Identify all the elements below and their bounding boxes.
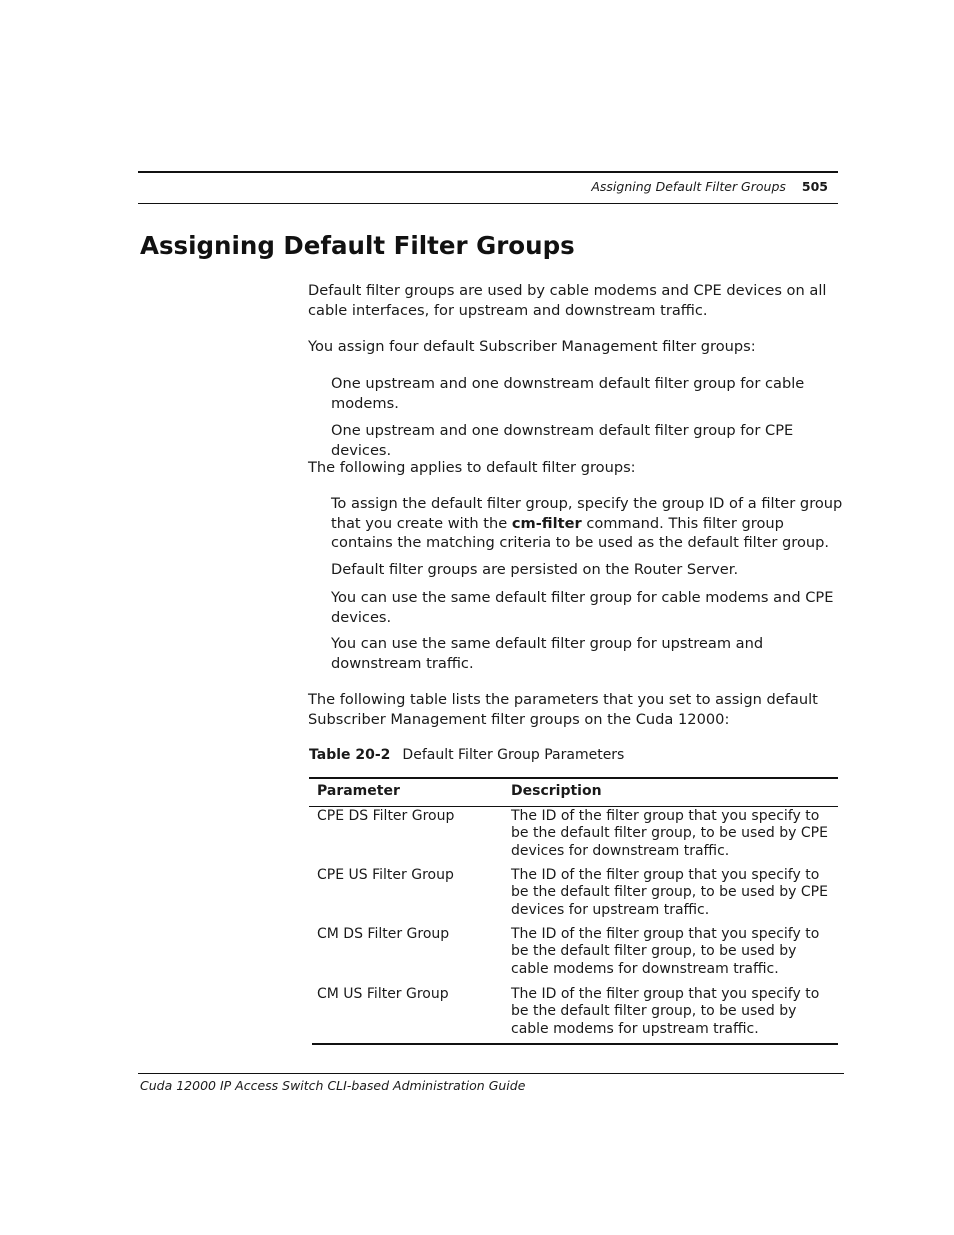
- list-item-text: command. This filter group contains the matching criteria to be used as the default filter group.: [331, 514, 830, 552]
- footer-text: Cuda 12000 IP Access Switch CLI-based Administration Guide: [140, 1078, 526, 1093]
- list-item: You can use the same default filter group for cable modems and CPE devices.: [331, 589, 834, 626]
- list-item: One upstream and one downstream default filter group for cable modems.: [331, 375, 805, 412]
- intro-paragraph-4: The following table lists the parameters that you set to assign default Subscriber Management filter groups on the Cuda 12000:: [308, 691, 818, 728]
- table-cell-description: The ID of the filter group that you specify to be the default filter group, to be used by CPE devices for downstream traffic.: [511, 808, 828, 859]
- table-cell-parameter: CPE DS Filter Group: [317, 808, 455, 824]
- table-rule-bottom: [312, 1043, 838, 1045]
- table-rule-top: [309, 777, 838, 779]
- table-cell-description: The ID of the filter group that you specify to be the default filter group, to be used by cable modems for upstream traffic.: [511, 986, 820, 1037]
- table-number: Table 20-2: [309, 747, 391, 763]
- intro-paragraph-1: Default filter groups are used by cable modems and CPE devices on all cable interfaces, for upstream and downstream traffic.: [308, 282, 827, 319]
- list-item: Default filter groups are persisted on the Router Server.: [331, 561, 739, 578]
- list-item: [331, 494, 843, 553]
- table-cell-parameter: CM US Filter Group: [317, 986, 449, 1002]
- table-cell-parameter: CM DS Filter Group: [317, 926, 450, 942]
- list-item: One upstream and one downstream default filter group for CPE devices.: [331, 422, 794, 459]
- footer-rule: [138, 1073, 844, 1074]
- running-header: [591, 179, 828, 194]
- list-item: You can use the same default filter group for upstream and downstream traffic.: [331, 635, 764, 672]
- intro-paragraph-2: You assign four default Subscriber Management filter groups:: [308, 338, 756, 355]
- table-title: Default Filter Group Parameters: [402, 747, 625, 763]
- intro-paragraph-3: The following applies to default filter groups:: [308, 459, 636, 476]
- table-rule-header: [309, 806, 838, 807]
- table-header-description: Description: [511, 783, 602, 799]
- page-number: 505: [801, 179, 828, 194]
- table-cell-description: The ID of the filter group that you specify to be the default filter group, to be used by cable modems for downstream traffic.: [511, 926, 820, 977]
- list-item-text: To assign the default filter group, specify the group ID of a filter group that you create with the: [331, 495, 843, 532]
- header-rule-bottom: [138, 203, 838, 204]
- table-caption: [309, 747, 624, 763]
- section-title: Assigning Default Filter Groups: [140, 231, 575, 260]
- command-name: cm-filter: [511, 514, 582, 532]
- table-header-parameter: Parameter: [317, 783, 400, 799]
- table-cell-description: The ID of the filter group that you specify to be the default filter group, to be used by CPE devices for upstream traffic.: [511, 867, 828, 918]
- running-header-title: Assigning Default Filter Groups: [591, 179, 786, 194]
- table-cell-parameter: CPE US Filter Group: [317, 867, 454, 883]
- header-rule-top: [138, 171, 838, 173]
